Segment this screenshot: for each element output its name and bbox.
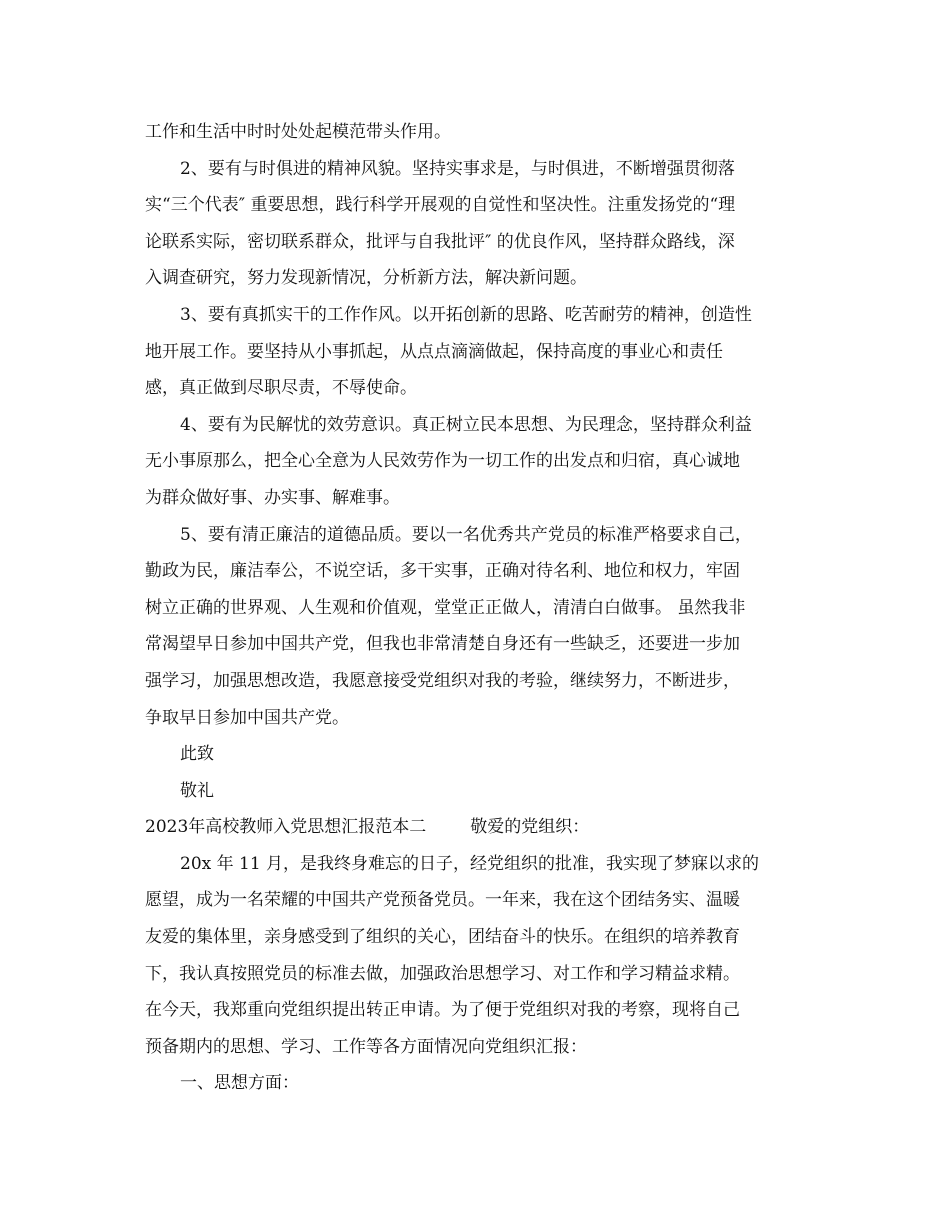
text-line: 实“三个代表″ 重要思想，践行科学开展观的自觉性和坚决性。注重发扬党的“理 xyxy=(145,195,736,216)
document-body xyxy=(145,114,815,1102)
text-line: 无小事原那么，把全心全意为人民效劳作为一切工作的出发点和归宿，真心诚地 xyxy=(145,451,740,472)
text-line: 感，真正做到尽职尽责，不辱使命。 xyxy=(145,378,417,399)
text-line: 地开展工作。要坚持从小事抓起，从点点滴滴做起，保持高度的事业心和责任 xyxy=(145,341,723,362)
text-line: 争取早日参加中国共产党。 xyxy=(145,707,349,728)
text-line: 强学习，加强思想改造，我愿意接受党组织对我的考验，继续努力，不断进步， xyxy=(145,670,740,691)
paragraph-point-3: 3、要有真抓实干的工作作风。以开拓创新的思路、吃苦耐劳的精神，创造性 xyxy=(180,304,752,325)
text-line: 预备期内的思想、学习、工作等各方面情况向党组织汇报： xyxy=(145,1036,587,1057)
text-line: 入调查研究，努力发现新情况，分析新方法，解决新问题。 xyxy=(145,268,587,289)
salutation: 敬爱的党组织： xyxy=(470,817,590,838)
text-line: 为群众做好事、办实事、解难事。 xyxy=(145,487,400,508)
section-heading-line xyxy=(145,809,815,846)
paragraph-point-5: 5、要有清正廉洁的道德品质。要以一名优秀共产党员的标准严格要求自己， xyxy=(180,524,752,545)
text-line: 勤政为民，廉洁奉公，不说空话，多干实事，正确对待名利、地位和权力，牢固 xyxy=(145,561,740,582)
text-line: 工作和生活中时时处处起模范带头作用。 xyxy=(145,122,451,142)
closing-jingli: 敬礼 xyxy=(180,780,214,801)
section-title: 2023年高校教师入党思想汇报范本二 xyxy=(145,817,427,838)
text-line: 愿望，成为一名荣耀的中国共产党预备党员。一年来，我在这个团结务实、温暖 xyxy=(145,890,740,911)
text-line: 友爱的集体里，亲身感受到了组织的关心，团结奋斗的快乐。在组织的培养教育 xyxy=(145,927,740,948)
closing-cizhi: 此致 xyxy=(180,744,214,765)
subsection-heading: 一、思想方面： xyxy=(180,1073,299,1094)
paragraph-point-2: 2、要有与时俱进的精神风貌。坚持实事求是，与时俱进，不断增强贯彻落 xyxy=(180,158,735,179)
text-line: 论联系实际，密切联系群众，批评与自我批评″ 的优良作风，坚持群众路线，深 xyxy=(145,231,735,252)
paragraph-point-4: 4、要有为民解忧的效劳意识。真正树立民本思想、为民理念，坚持群众利益 xyxy=(180,414,752,435)
text-line: 下，我认真按照党员的标准去做，加强政治思想学习、对工作和学习精益求精。 xyxy=(145,963,740,984)
text-line: 树立正确的世界观、人生观和价值观，堂堂正正做人，清清白白做事。 虽然我非 xyxy=(145,597,746,618)
text-line: 在今天，我郑重向党组织提出转正申请。为了便于党组织对我的考察，现将自己 xyxy=(145,1000,740,1021)
paragraph-opening: 20x 年 11 月，是我终身难忘的日子，经党组织的批准，我实现了梦寐以求的 xyxy=(180,853,760,874)
text-line: 常渴望早日参加中国共产党，但我也非常清楚自身还有一些缺乏，还要进一步加 xyxy=(145,634,740,655)
